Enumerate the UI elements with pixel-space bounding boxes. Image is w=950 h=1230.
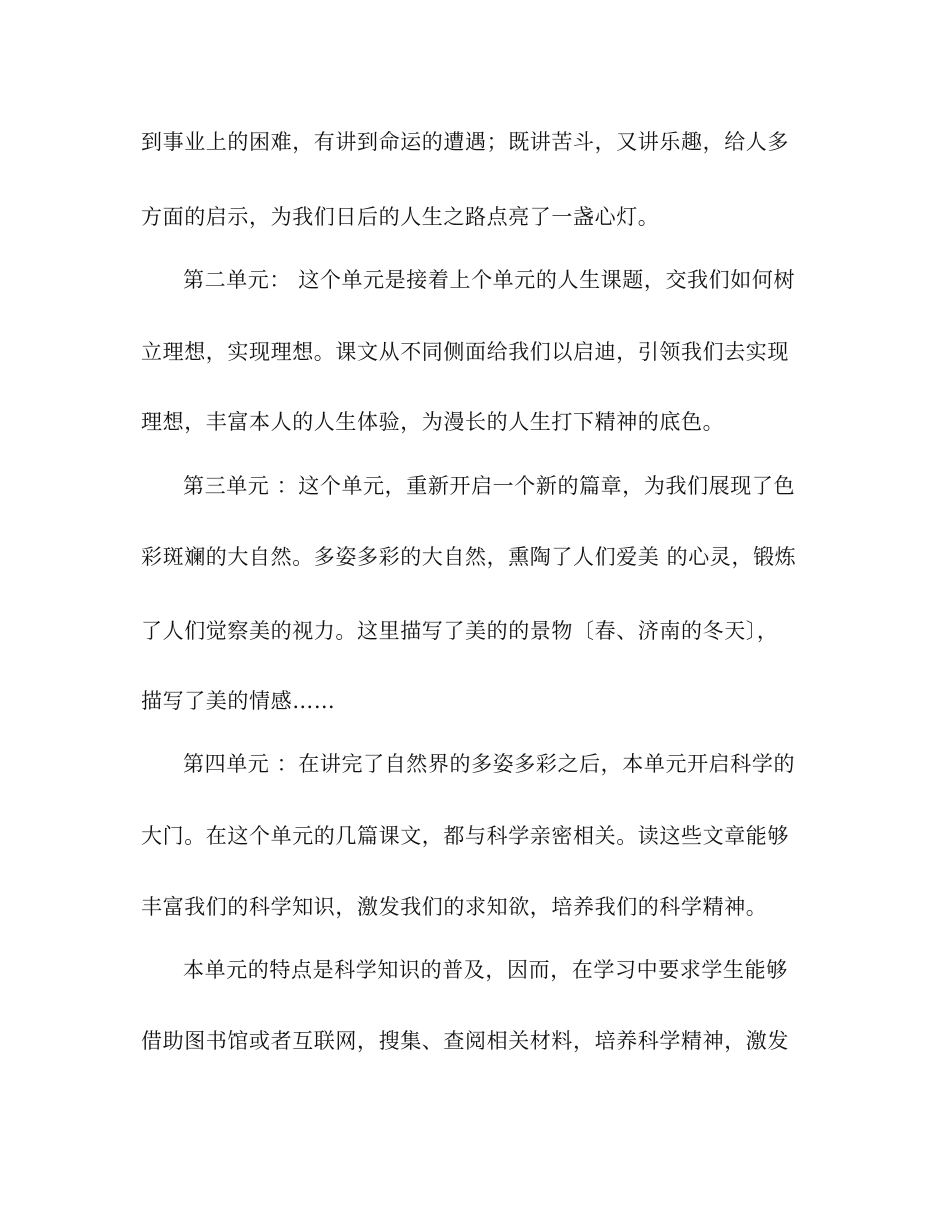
paragraph-start: 本单元的特点是科学知识的普及，因而，在学习中要求学生能够 xyxy=(183,958,788,982)
text-line: 借助图书馆或者互联网，搜集、查阅相关材料，培养科学精神，激发 xyxy=(141,1029,789,1053)
paragraph-start: 第二单元： 这个单元是接着上个单元的人生课题，交我们如何树 xyxy=(183,268,796,292)
text-line: 彩斑斓的大自然。多姿多彩的大自然，熏陶了人们爱美 的心灵，锻炼 xyxy=(141,545,797,569)
paragraph-start: 第三单元 ：这个单元，重新开启一个新的篇章，为我们展现了色 xyxy=(183,474,796,498)
paragraph-start: 第四单元 ：在讲完了自然界的多姿多彩之后，本单元开启科学的 xyxy=(183,752,796,776)
text-line: 方面的启示，为我们日后的人生之路点亮了一盏心灯。 xyxy=(141,205,660,229)
text-line: 到事业上的困难，有讲到命运的遭遇；既讲苦斗，又讲乐趣，给人多 xyxy=(141,130,789,154)
text-line: 理想，丰富本人的人生体验，为漫长的人生打下精神的底色。 xyxy=(141,410,725,434)
text-line: 立理想，实现理想。课文从不同侧面给我们以启迪，引领我们去实现 xyxy=(141,340,789,364)
text-line: 了人们觉察美的视力。这里描写了美的的景物〔春、济南的冬天〕， xyxy=(141,619,779,643)
text-line: 描写了美的情感…… xyxy=(141,689,336,713)
text-line: 丰富我们的科学知识，激发我们的求知欲，培养我们的科学精神。 xyxy=(141,895,768,919)
text-line: 大门。在这个单元的几篇课文，都与科学亲密相关。读这些文章能够 xyxy=(141,824,789,848)
